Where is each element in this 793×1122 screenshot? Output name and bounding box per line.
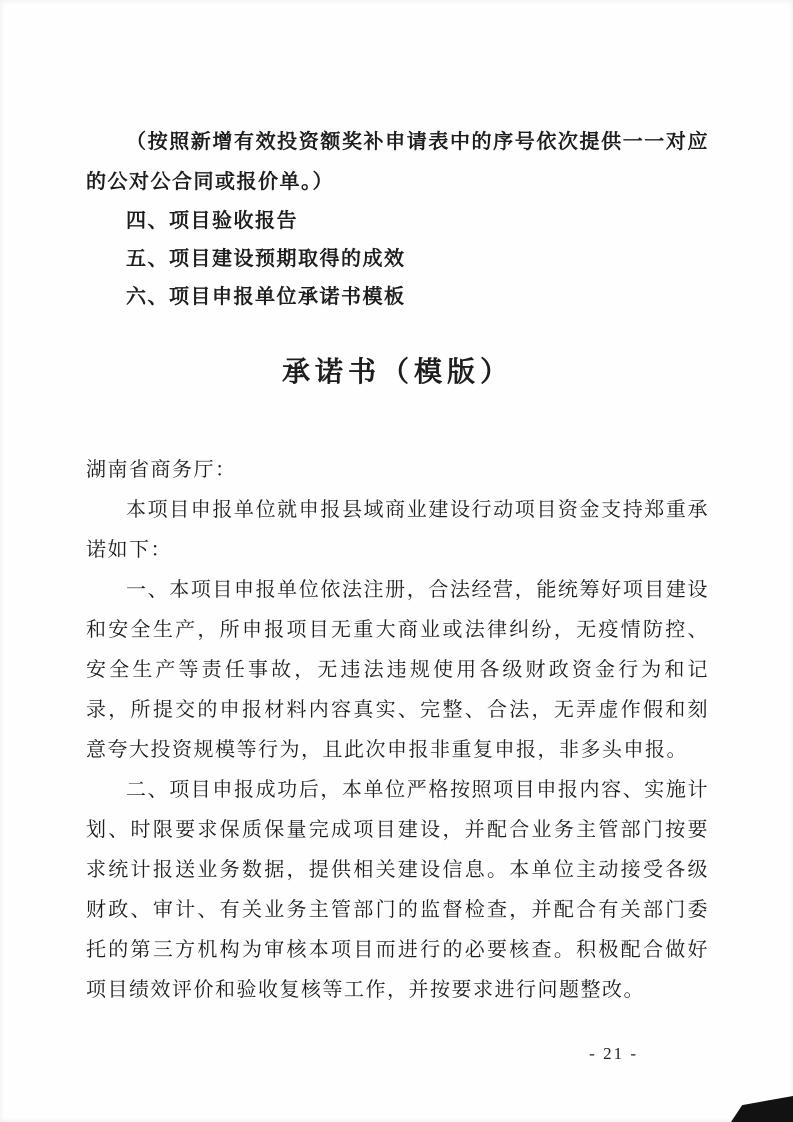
scan-corner-artifact <box>731 1096 793 1122</box>
list-item-commitment-template: 六、项目申报单位承诺书模板 <box>126 286 406 308</box>
note-paragraph: （按照新增有效投资额奖补申请表中的序号依次提供一一对应的公对公合同或报价单。） <box>86 131 709 193</box>
commitment-paragraph-2: 二、项目申报成功后，本单位严格按照项目申报内容、实施计划、时限要求保质保量完成项目建设，并配合业务主管部门按要求统计报送业务数据，提供相关建设信息。本单位主动接受各级财政、审计、有关业务主管部门的监督检查，并配合有关部门委托的第三方机构为审核本项目而进行的必要核查。积极配合做好项目绩效评价和验收复核等工作，并按要求进行问题整改。 <box>86 779 709 1001</box>
list-item-expected-results: 五、项目建设预期取得的成效 <box>126 248 406 270</box>
intro-paragraph: 本项目申报单位就申报县域商业建设行动项目资金支持郑重承诺如下： <box>86 499 709 561</box>
page-content <box>86 122 709 1010</box>
salutation: 湖南省商务厅： <box>86 459 237 481</box>
attachment-list <box>86 202 709 316</box>
list-item-acceptance-report: 四、项目验收报告 <box>126 210 298 232</box>
commitment-paragraph-1: 一、本项目申报单位依法注册，合法经营，能统筹好项目建设和安全生产，所申报项目无重大商业或法律纠纷，无疫情防控、安全生产等责任事故，无违法违规使用各级财政资金行为和记录，所提交的申报材料内容真实、完整、合法，无弄虚作假和刻意夸大投资规模等行为，且此次申报非重复申报，非多头申报。 <box>86 579 709 761</box>
page-title: 承诺书（模版） <box>281 357 513 388</box>
page-number: - 21 - <box>589 1044 638 1063</box>
